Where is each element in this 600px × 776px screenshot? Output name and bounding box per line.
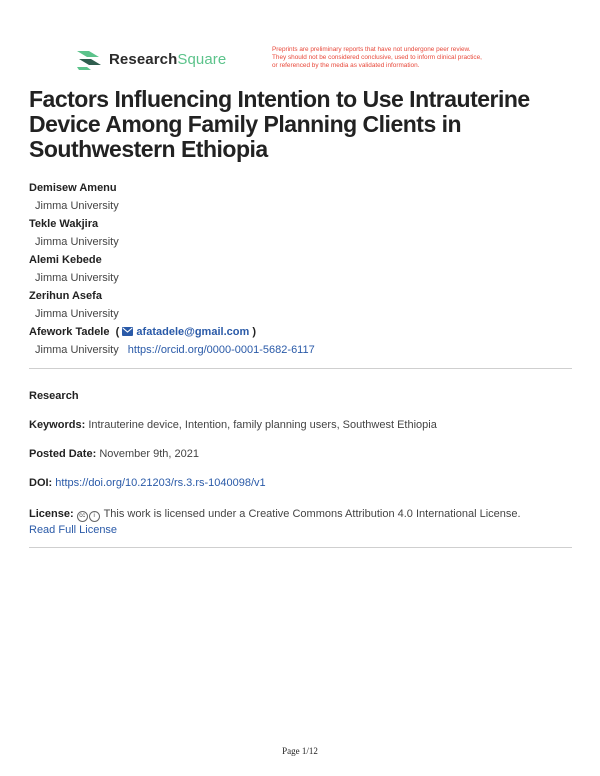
- author-name: Tekle Wakjira: [29, 218, 99, 230]
- author-affiliation: Jimma University: [35, 344, 119, 356]
- author-affiliation-row: [29, 343, 569, 361]
- preprint-disclaimer: [272, 46, 542, 70]
- author-name: Zerihun Asefa: [29, 290, 102, 302]
- email-paren-close: ): [252, 326, 256, 338]
- research-square-logo-icon: [75, 47, 103, 71]
- attribution-icon: i: [89, 511, 100, 522]
- divider: [29, 368, 572, 369]
- read-full-license-link[interactable]: Read Full License: [29, 524, 118, 536]
- license-text: This work is licensed under a Creative Commons Attribution 4.0 International License.: [103, 508, 521, 520]
- posted-date-value: November 9th, 2021: [99, 448, 199, 460]
- envelope-icon: [122, 327, 133, 336]
- author-name: Demisew Amenu: [29, 182, 117, 194]
- email-paren-open: (: [112, 326, 120, 338]
- keywords-row: [29, 417, 569, 433]
- author-affiliation: Jimma University: [35, 308, 119, 320]
- article-type-label: Research: [29, 390, 79, 402]
- creative-commons-icon: cc: [77, 511, 88, 522]
- license-row: [29, 506, 569, 538]
- keywords-label: Keywords:: [29, 419, 86, 431]
- disclaimer-line: They should not be considered conclusive, used to inform clinical practice,: [272, 54, 482, 61]
- author-email-link[interactable]: [122, 326, 252, 338]
- orcid-link[interactable]: https://orcid.org/0000-0001-5682-6117: [127, 344, 315, 356]
- author-affiliation: Jimma University: [35, 272, 119, 284]
- posted-date-label: Posted Date:: [29, 448, 97, 460]
- author-email: afatadele@gmail.com: [136, 326, 250, 338]
- author-name: Afework Tadele: [29, 326, 110, 338]
- article-type: [29, 388, 569, 404]
- logo-text: ResearchSquare: [109, 50, 227, 68]
- page-number: Page 1/12: [282, 746, 318, 756]
- disclaimer-line: Preprints are preliminary reports that have not undergone peer review.: [272, 46, 471, 53]
- posted-date-row: [29, 446, 569, 462]
- disclaimer-line: or referenced by the media as validated information.: [272, 62, 420, 69]
- author-name: Alemi Kebede: [29, 254, 102, 266]
- author-affiliation: Jimma University: [35, 200, 119, 212]
- doi-link[interactable]: https://doi.org/10.21203/rs.3.rs-1040098/v1: [55, 477, 266, 489]
- paper-title: Factors Influencing Intention to Use Intrauterine Device Among Family Planning Clients in Southwestern Ethiopia: [29, 86, 530, 162]
- doi-label: DOI:: [29, 477, 53, 489]
- doi-row: [29, 475, 569, 491]
- research-square-logo[interactable]: [75, 47, 226, 71]
- divider: [29, 547, 572, 548]
- keywords-value: Intrauterine device, Intention, family planning users, Southwest Ethiopia: [88, 419, 437, 431]
- corresponding-author: [29, 325, 569, 343]
- license-label: License:: [29, 508, 74, 520]
- author-list: [29, 181, 569, 361]
- author-affiliation: Jimma University: [35, 236, 119, 248]
